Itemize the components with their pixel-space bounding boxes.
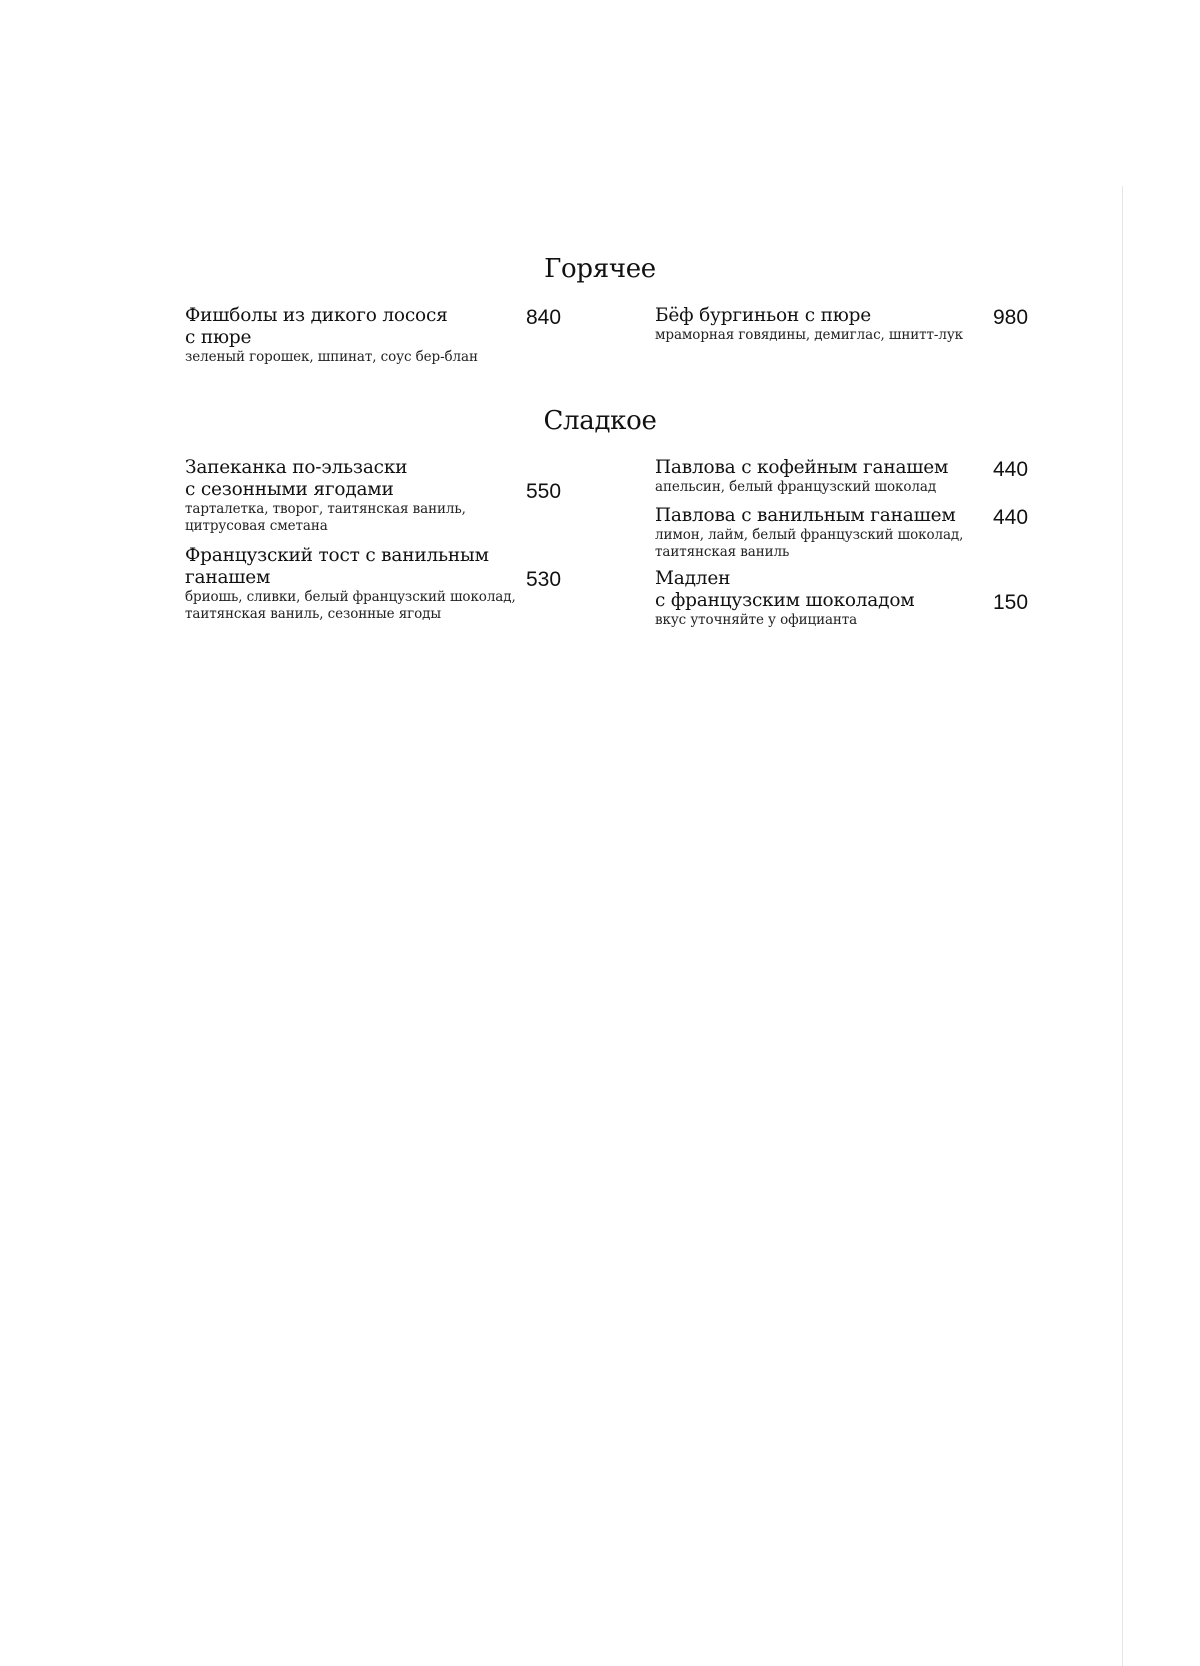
section-title-hot: Горячее bbox=[544, 254, 656, 284]
menu-item-description: цитрусовая сметана bbox=[185, 518, 328, 534]
menu-item-name-line: Французский тост с ванильным bbox=[185, 545, 489, 566]
menu-item-price: 440 bbox=[993, 458, 1029, 481]
menu-item-pavlova-coffee bbox=[655, 457, 948, 496]
menu-item-price: 980 bbox=[993, 306, 1029, 329]
menu-item-fishballs bbox=[185, 305, 478, 366]
menu-item-name-line: Фишболы из дикого лосося bbox=[185, 305, 448, 326]
menu-item-name-line: Запеканка по-эльзаски bbox=[185, 457, 408, 478]
menu-item-description: лимон, лайм, белый французский шоколад, bbox=[655, 527, 964, 543]
menu-item-casserole bbox=[185, 457, 466, 535]
section-title-sweet: Сладкое bbox=[543, 406, 657, 436]
menu-item-description: зеленый горошек, шпинат, соус бер-блан bbox=[185, 349, 478, 365]
menu-item-description: бриошь, сливки, белый французский шоколад, bbox=[185, 589, 516, 605]
menu-item-description: вкус уточняйте у официанта bbox=[655, 612, 858, 628]
menu-item-description: мраморная говядины, демиглас, шнитт-лук bbox=[655, 327, 964, 343]
menu-item-name-line: с сезонными ягодами bbox=[185, 479, 394, 500]
menu-item-price: 530 bbox=[526, 568, 562, 591]
menu-item-madeleine bbox=[655, 568, 914, 629]
menu-item-description: таитянская ваниль bbox=[655, 544, 790, 560]
menu-item-name-line: ганашем bbox=[185, 567, 271, 588]
menu-item-name-line: Павлова с кофейным ганашем bbox=[655, 457, 949, 478]
menu-item-price: 840 bbox=[526, 306, 562, 329]
menu-item-price: 150 bbox=[993, 591, 1029, 614]
menu-item-price: 550 bbox=[526, 480, 562, 503]
menu-item-name-line: с пюре bbox=[185, 327, 252, 348]
menu-item-description: таитянская ваниль, сезонные ягоды bbox=[185, 606, 442, 622]
menu-item-name-line: Мадлен bbox=[655, 568, 731, 589]
menu-item-description: апельсин, белый французский шоколад bbox=[655, 479, 937, 495]
menu-item-pavlova-vanilla bbox=[655, 505, 963, 561]
menu-item-name-line: с французским шоколадом bbox=[655, 590, 915, 611]
menu-item-description: тарталетка, творог, таитянская ваниль, bbox=[185, 501, 466, 517]
menu-item-name-line: Павлова с ванильным ганашем bbox=[655, 505, 956, 526]
menu-item-price: 440 bbox=[993, 506, 1029, 529]
menu-item-french-toast bbox=[185, 545, 516, 623]
menu-item-name-line: Бёф бургиньон с пюре bbox=[655, 305, 872, 326]
menu-item-boeuf-bourguignon bbox=[655, 305, 963, 344]
